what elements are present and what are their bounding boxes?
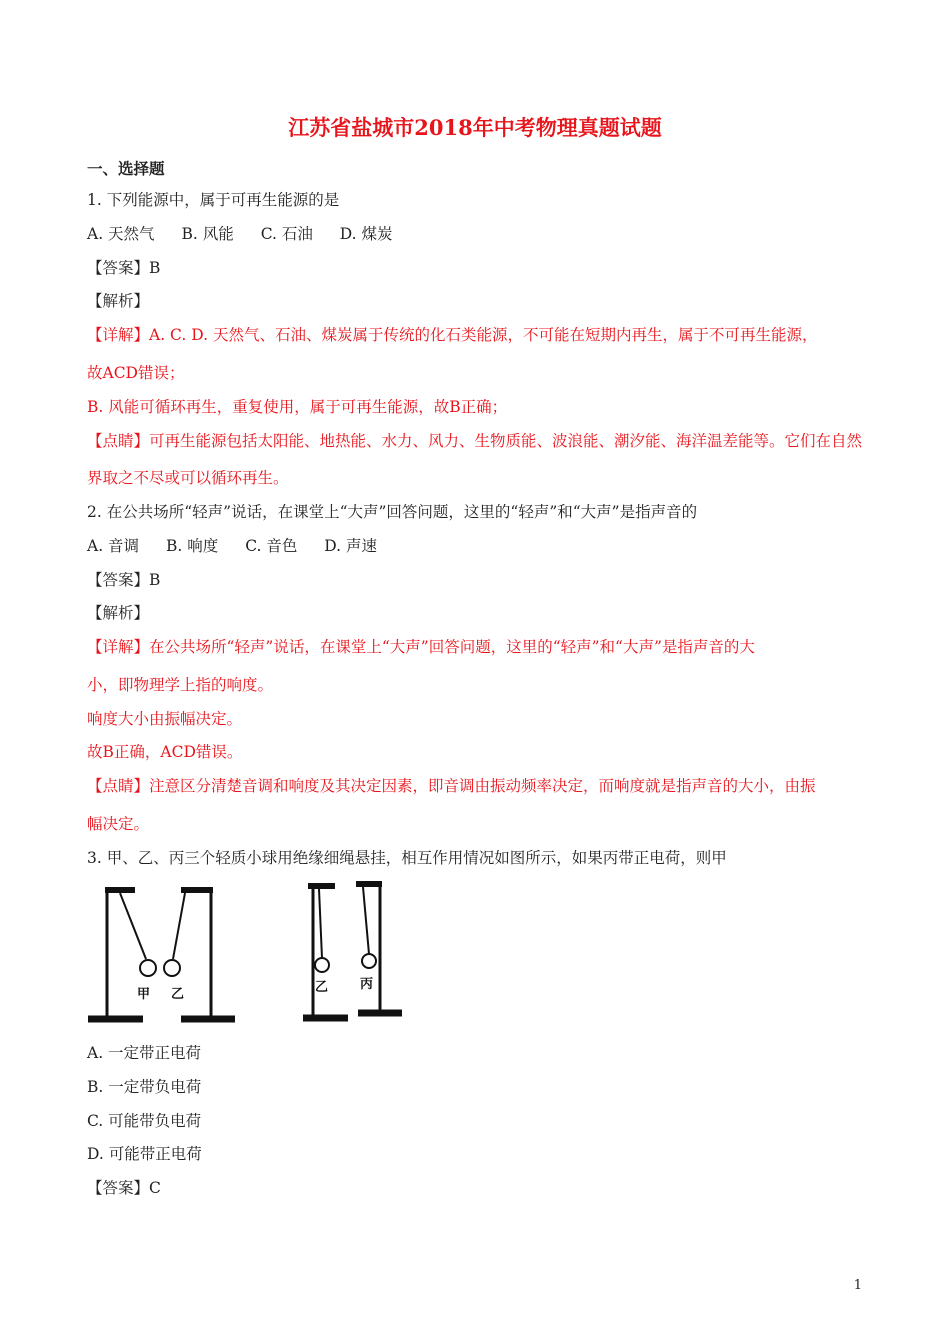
section-heading: 一、选择题 — [87, 159, 165, 178]
q1-note-1: 【点睛】可再生能源包括太阳能、地热能、水力、风力、生物质能、波浪能、潮汐能、海洋温差能等。它们在自然 — [87, 432, 863, 450]
q3-option-b: B. 一定带负电荷 — [87, 1078, 202, 1096]
q1-detail-1: 【详解】A. C. D. 天然气、石油、煤炭属于传统的化石类能源，不可能在短期内再生，属于不可再生能源， — [87, 326, 818, 344]
ball-bing — [362, 954, 376, 968]
ball-jia — [140, 960, 156, 976]
ball-yi — [164, 960, 180, 976]
q2-answer: 【答案】B — [87, 571, 161, 589]
q2-analysis: 【解析】 — [87, 604, 150, 622]
right-stand — [181, 890, 235, 1019]
q1-stem: 1. 下列能源中，属于可再生能源的是 — [87, 191, 340, 209]
q2-note-2: 幅决定。 — [87, 815, 150, 833]
q2-option-b: B. 响度 — [166, 537, 219, 555]
q3-option-c: C. 可能带负电荷 — [87, 1112, 202, 1130]
q2-stem: 2. 在公共场所“轻声”说话，在课堂上“大声”回答问题，这里的“轻声”和“大声”是指声音的 — [87, 503, 698, 521]
page-number: 1 — [853, 1278, 862, 1293]
right-stand-2 — [356, 884, 402, 1013]
thread-bing — [363, 887, 369, 954]
q2-note-1: 【点睛】注意区分清楚音调和响度及其决定因素，即音调由振动频率决定，而响度就是指声音的大小，由振 — [87, 777, 816, 795]
q1-option-a: A. 天然气 — [87, 225, 155, 243]
label-yi: 乙 — [171, 987, 185, 1002]
q1-note-2: 界取之不尽或可以循环再生。 — [87, 469, 289, 487]
q1-answer: 【答案】B — [87, 259, 161, 277]
q1-analysis: 【解析】 — [87, 292, 150, 310]
thread-yi-2 — [319, 889, 322, 958]
q2-options — [87, 534, 399, 556]
q2-option-c: C. 音色 — [245, 537, 298, 555]
q2-detail-3: 响度大小由振幅决定。 — [87, 710, 243, 728]
q2-detail-1: 【详解】在公共场所“轻声”说话，在课堂上“大声”回答问题，这里的“轻声”和“大声”是指声音的大 — [87, 638, 755, 656]
figure-repulsion — [300, 880, 405, 1026]
thread-jia — [120, 893, 146, 959]
q1-option-c: C. 石油 — [260, 225, 313, 243]
left-stand — [88, 890, 143, 1019]
q2-detail-2: 小，即物理学上指的响度。 — [87, 676, 274, 694]
ball-yi-2 — [315, 958, 329, 972]
q2-option-a: A. 音调 — [87, 537, 140, 555]
label-jia: 甲 — [137, 987, 151, 1002]
q1-detail-2: 故ACD错误； — [87, 364, 185, 382]
thread-yi — [173, 893, 185, 959]
q3-option-a: A. 一定带正电荷 — [87, 1044, 202, 1062]
q1-option-b: B. 风能 — [181, 225, 234, 243]
label-bing: 丙 — [360, 977, 374, 992]
q3-stem: 3. 甲、乙、丙三个轻质小球用绝缘细绳悬挂，相互作用情况如图所示，如果丙带正电荷，则甲 — [87, 849, 727, 867]
q1-option-d: D. 煤炭 — [339, 225, 393, 243]
label-yi-2: 乙 — [315, 980, 329, 995]
left-stand-2 — [303, 886, 348, 1018]
q2-option-d: D. 声速 — [324, 537, 378, 555]
q1-detail-3: B. 风能可循环再生，重复使用，属于可再生能源，故B正确； — [87, 398, 508, 416]
q3-option-d: D. 可能带正电荷 — [87, 1145, 202, 1163]
q2-detail-4: 故B正确，ACD错误。 — [87, 743, 243, 761]
page-title: 江苏省盐城市2018年中考物理真题试题 — [288, 115, 662, 140]
figure-attraction — [85, 884, 240, 1026]
q1-options — [87, 222, 415, 244]
q3-answer: 【答案】C — [87, 1179, 161, 1197]
